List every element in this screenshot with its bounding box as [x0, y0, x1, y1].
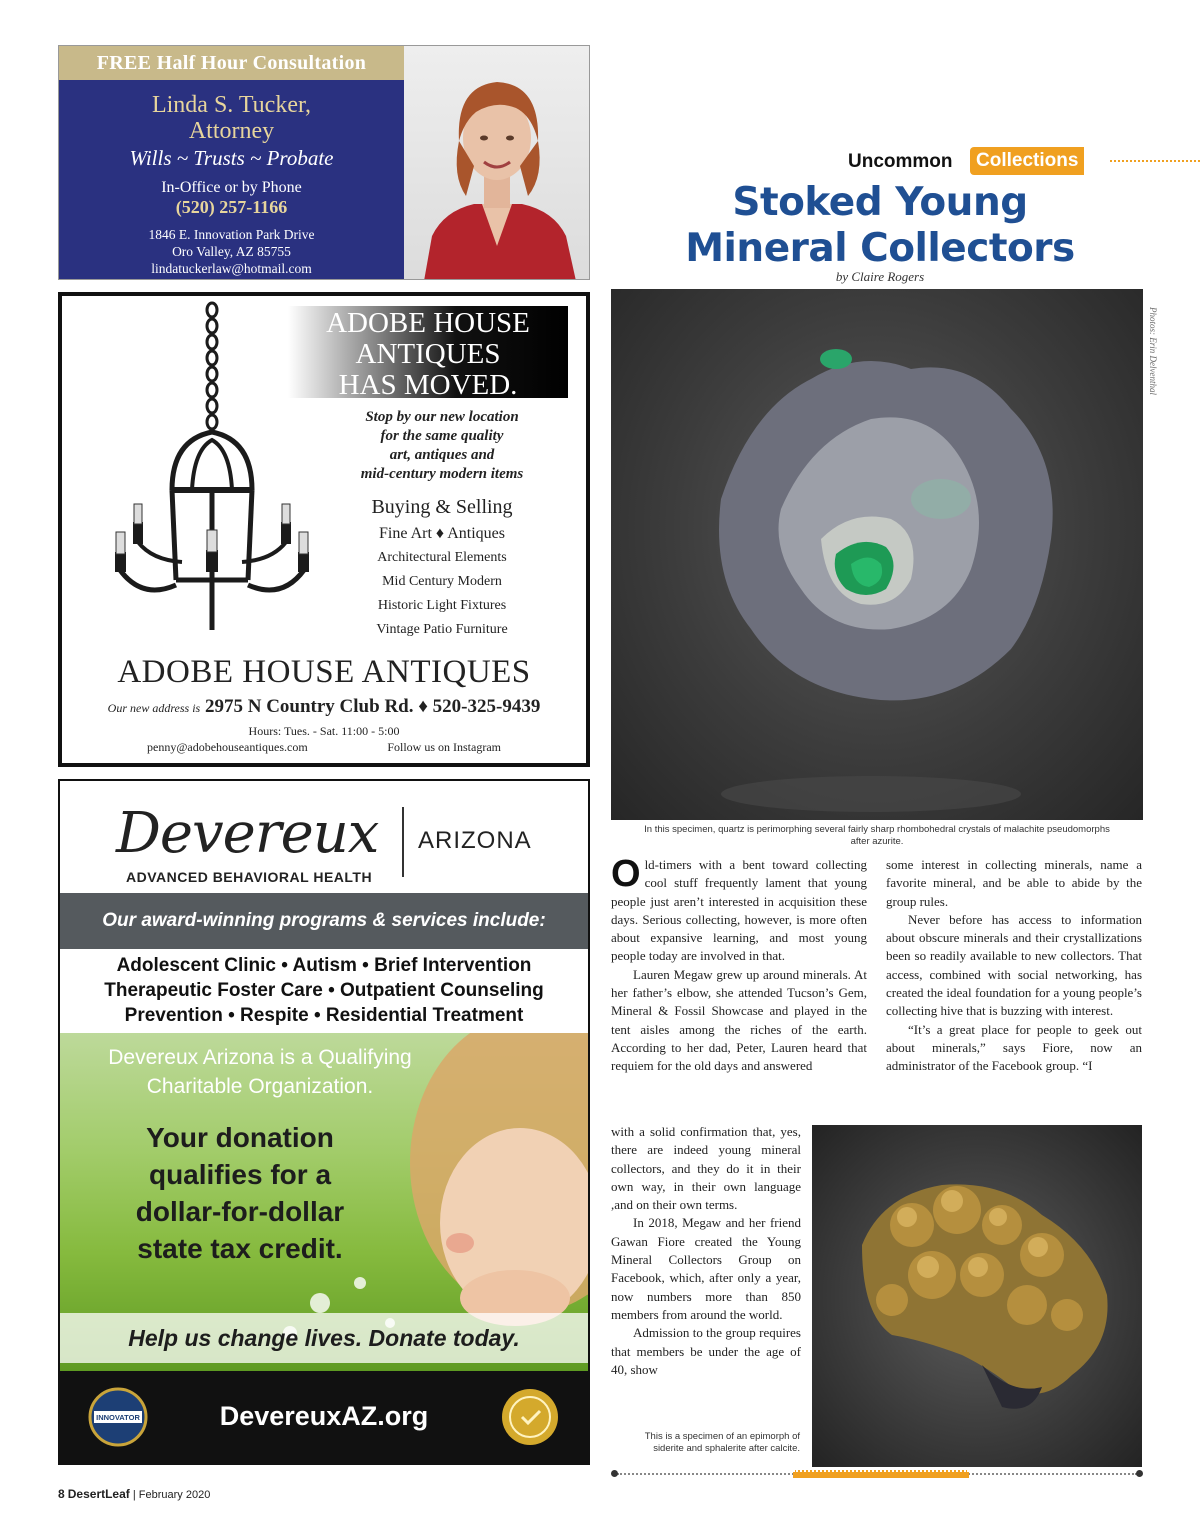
adobe-moved-headline: ADOBE HOUSE ANTIQUES HAS MOVED. — [288, 306, 568, 398]
paragraph-2: Lauren Megaw grew up around minerals. At her father’s elbow, she attended Tucson’s Gem, Mineral & Fossil Showcase and played in the tent aisles among the riches of the earth. According to her dad, Peter, Lauren heard that requiem for the old days and answered — [611, 966, 867, 1074]
adobe-stop-by-text: Stop by our new location for the same quality art, antiques and mid-century modern items — [360, 409, 524, 482]
photo-credit: Photos: Erin Delventhal — [1148, 307, 1158, 395]
adobe-hours: Hours: Tues. - Sat. 11:00 - 5:00 — [248, 724, 400, 738]
devereux-logo-word: Devereux — [116, 801, 379, 866]
list-item: Vintage Patio Furniture — [376, 622, 508, 637]
ad-linda-tucker — [58, 45, 590, 280]
tucker-phone: (520) 257-1166 — [175, 197, 288, 217]
section-header — [848, 147, 1200, 177]
mineral-photo-quartz-malachite — [611, 289, 1143, 820]
section-word-collections: Collections — [970, 147, 1084, 175]
devereux-help-slogan: Help us change lives. Donate today. — [60, 1313, 588, 1363]
adobe-contact — [147, 740, 501, 755]
mineral-specimen-illustration — [611, 289, 1143, 820]
list-item: Mid Century Modern — [382, 574, 502, 589]
portrait-illustration — [404, 46, 590, 280]
article-title: Stoked Young Mineral Collectors — [685, 180, 1075, 271]
tucker-text-panel — [59, 46, 404, 279]
photo-caption-1: In this specimen, quartz is perimorphing several fairly sharp rhombohedral crystals of malachite pseudomorphs after azurite. — [644, 824, 1110, 847]
tucker-office: In-Office or by Phone — [161, 179, 302, 196]
photo-caption-2: This is a specimen of an epimorph of siderite and sphalerite after calcite. — [644, 1431, 800, 1454]
bottom-dotted-rule — [611, 1470, 1143, 1478]
list-item: Historic Light Fixtures — [377, 598, 507, 613]
tucker-banner: FREE Half Hour Consultation — [59, 46, 404, 80]
section-dotted-rule — [1110, 160, 1200, 162]
drop-cap: O — [611, 853, 641, 895]
paragraph-5: some interest in collecting minerals, name a favorite mineral, and be able to abide by the group rules. — [886, 857, 1142, 909]
devereux-footer — [60, 1371, 588, 1465]
list-item: Architectural Elements — [377, 550, 507, 565]
adobe-instagram: Follow us on Instagram — [387, 740, 501, 754]
folio-separator: | — [132, 1489, 136, 1501]
tucker-name: Linda S. Tucker, Attorney — [151, 92, 312, 144]
devereux-logo — [60, 799, 588, 889]
devereux-donation-text: Your donation qualifies for a dollar-for-dollar state tax credit. — [135, 1122, 345, 1264]
devereux-qualify-text: Devereux Arizona is a Qualifying Charitable Organization. — [108, 1046, 412, 1098]
article-column-1-narrow — [611, 1123, 801, 1379]
tucker-address: 1846 E. Innovation Park Drive Oro Valley, AZ 85755 lindatuckerlaw@hotmail.com — [148, 227, 315, 276]
section-word-uncommon: Uncommon — [848, 151, 953, 172]
devereux-programs-heading: Our award-winning programs & services include: — [60, 893, 588, 949]
page-folio — [58, 1487, 210, 1501]
ad-adobe-house-antiques — [58, 292, 590, 767]
orange-accent-bar — [793, 1470, 969, 1478]
issue-date: February 2020 — [138, 1489, 211, 1501]
adobe-address: Our new address is 2975 N Country Club Rd. ♦ 520-325-9439 — [107, 696, 541, 717]
devereux-logo-state: ARIZONA — [418, 827, 532, 854]
article-byline: by Claire Rogers — [835, 269, 925, 284]
paragraph-7: “It’s a great place for people to geek out about minerals,” says Fiore, now an administrator of the Facebook group. “I — [886, 1021, 1142, 1074]
paragraph-3: In 2018, Megaw and her friend Gawan Fiore created the Young Mineral Collectors Group on Facebook, which, after only a year, now numbers more than 850 members from around the world. — [611, 1215, 801, 1322]
devereux-programs-list: Adolescent Clinic • Autism • Brief Intervention Therapeutic Foster Care • Outpatient Counseling Prevention • Respite • Residential Treatment — [104, 955, 544, 1026]
magazine-name: DesertLeaf — [67, 1487, 130, 1501]
list-item: Fine Art ♦ Antiques — [379, 525, 505, 542]
paragraph-2-continued: with a solid confirmation that, yes, there are indeed young mineral collectors, and they do it in their own way, in their own language ,and on their own terms. — [611, 1124, 801, 1213]
rule-endpoint-left — [611, 1470, 618, 1477]
adobe-item-list — [342, 522, 542, 642]
paragraph-1: Old-timers with a bent toward collecting cool stuff frequently lament that young people just aren’t interested in acquisition these days. Serious collecting, however, is more often about expansive learning, and most young people today are involved in that. — [611, 853, 867, 964]
adobe-brand-name: ADOBE HOUSE ANTIQUES — [117, 654, 531, 690]
article-column-1 — [611, 853, 867, 1076]
adobe-email: penny@adobehouseantiques.com — [147, 740, 308, 754]
adobe-buying-selling: Buying & Selling — [371, 496, 513, 518]
rule-endpoint-right — [1136, 1470, 1143, 1477]
devereux-url[interactable]: DevereuxAZ.org — [219, 1401, 429, 1431]
article-column-2 — [886, 856, 1142, 1076]
mineral-specimen-2-illustration — [812, 1125, 1142, 1467]
page-number: 8 — [58, 1487, 65, 1501]
devereux-logo-subtitle: ADVANCED BEHAVIORAL HEALTH — [126, 869, 373, 885]
mineral-photo-siderite-sphalerite — [812, 1125, 1142, 1467]
tucker-practice: Wills ~ Trusts ~ Probate — [129, 146, 334, 170]
tucker-portrait — [404, 46, 590, 279]
paragraph-4: Admission to the group requires that members be under the age of 40, show — [611, 1325, 801, 1377]
ad-devereux — [58, 779, 590, 1465]
badge-label: INNOVATOR — [96, 1413, 140, 1422]
gold-seal-icon — [500, 1387, 560, 1447]
logo-divider — [402, 807, 404, 877]
paragraph-6: Never before has access to information about obscure minerals and their crystallizations been so readily available to new collectors. That access, combined with social networking, has created the ideal foundation for a young people’s collecting hive that is buzzing with interest. — [886, 911, 1142, 1019]
